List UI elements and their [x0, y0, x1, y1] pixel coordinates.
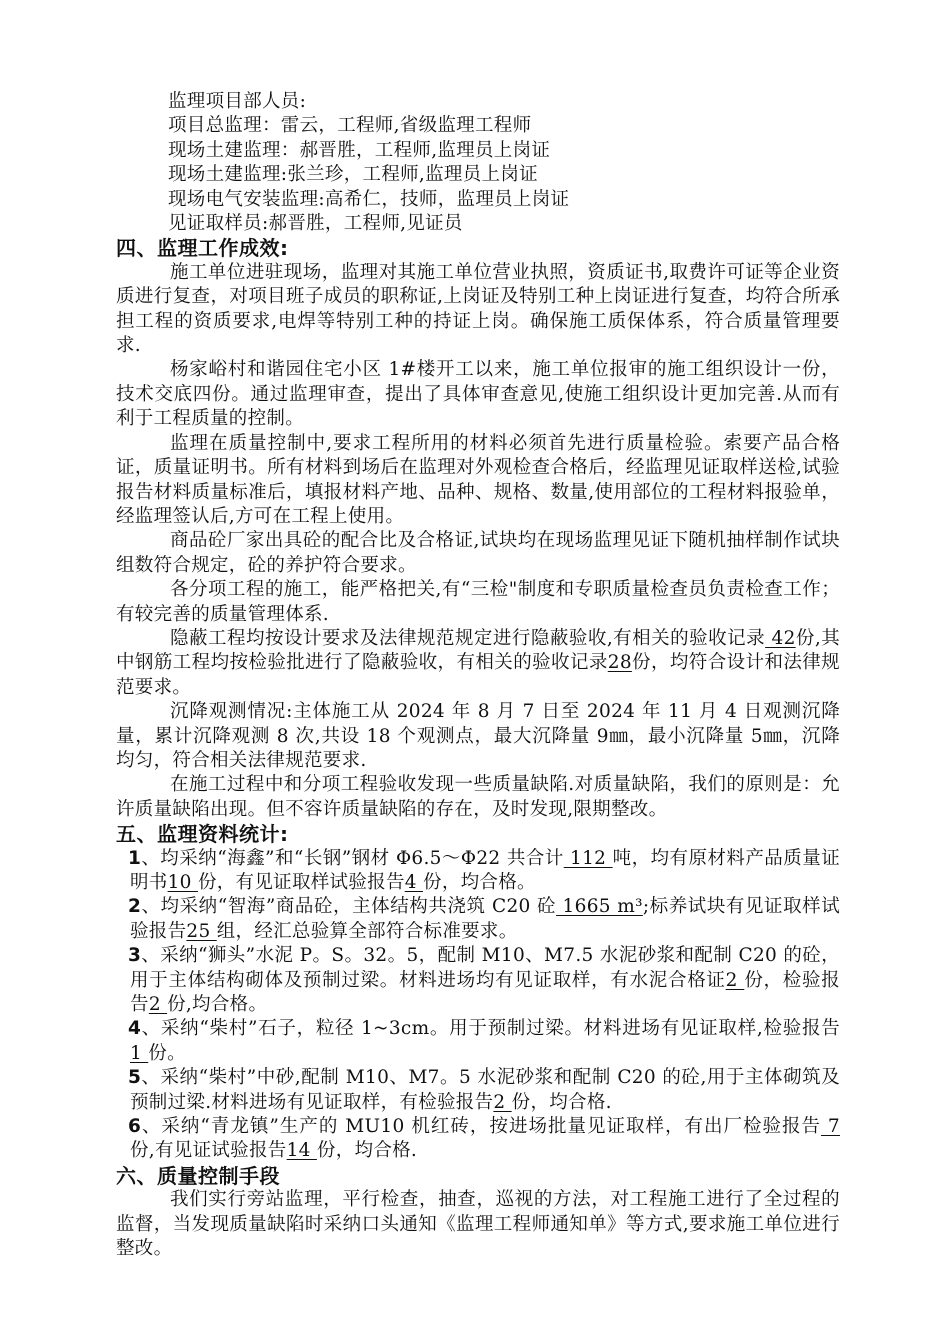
section-5-item-2 [116, 895, 840, 944]
section-6-heading: 六、质量控制手段 [116, 1163, 280, 1188]
staff-member-civil-2: 现场土建监理:张兰珍，工程师,监理员上岗证 [168, 164, 538, 186]
underlined-count: 2 [725, 969, 745, 991]
underlined-count: 42 [765, 627, 796, 649]
underlined-count: 28 [607, 652, 632, 674]
staff-block [116, 90, 840, 236]
staff-title: 监理项目部人员: [168, 91, 307, 112]
section-4-heading: 四、监理工作成效: [116, 236, 289, 261]
item-number: 1 [128, 847, 142, 869]
text-segment: 份，均合格. [316, 1140, 418, 1162]
staff-member-electrical: 现场电气安装监理:高希仁，技师，监理员上岗证 [168, 188, 570, 210]
text-segment: ;标养试块有见证取样试验报告 [130, 896, 841, 942]
section-4-paragraph-3: 监理在质量控制中,要求工程所用的材料必须首先进行质量检验。索要产品合格证，质量证明书。所有材料到场后在监理对外观检查合格后，经监理见证取样送检,试验报告材料质量标准后，填报材料产地、品种、规格、数量,使用部位的工程材料报验单，经监理签认后,方可在工程上使用。 [116, 432, 840, 527]
text-segment: 份，均合格。 [423, 872, 536, 893]
text-segment: 份,均合格。 [167, 994, 268, 1016]
text-segment: 、均采纳“海鑫”和“长钢”钢材 Φ6.5～Φ22 共合计 [141, 847, 564, 869]
section-5-item-5 [116, 1066, 840, 1115]
section-5-heading: 五、监理资料统计: [116, 822, 289, 847]
underlined-count: 4 [404, 872, 424, 893]
underlined-count: 14 [286, 1140, 317, 1162]
section-6-paragraph-1: 我们实行旁站监理，平行检查，抽查，巡视的方法，对工程施工进行了全过程的监督，当发现质量缺陷时采纳口头通知《监理工程师通知单》等方式,要求施工单位进行整改。 [116, 1189, 840, 1260]
text-segment: 、采纳“柴村”石子，粒径 1~3cm。用于预制过梁。材料进场有见证取样,检验报告 [141, 1018, 840, 1040]
section-5-item-6 [116, 1115, 840, 1164]
staff-member-civil-1: 现场土建监理：郝晋胜，工程师,监理员上岗证 [168, 139, 551, 161]
text-segment: 份。 [148, 1042, 186, 1064]
text-segment: 组，经汇总验算全部符合标准要求。 [216, 920, 518, 942]
text-segment: 吨，均有原材料产品质量证明书 [130, 847, 840, 893]
text-segment: 份，有见证取样试验报告 [197, 872, 405, 893]
text-segment: 隐蔽工程均按设计要求及法律规范规定进行隐蔽验收,有相关的验收记录 [170, 627, 766, 649]
item-number: 4 [128, 1018, 142, 1040]
text-segment: 份,其中钢筋工程均按检验批进行了隐蔽验收，有相关的验收记录 [116, 627, 840, 674]
section-4-paragraph-5: 各分项工程的施工，能严格把关,有“三检"制度和专职质量检查员负责检查工作；有较完善的质量管理体系. [116, 579, 840, 625]
section-4-paragraph-6 [116, 627, 840, 700]
text-segment: 、采纳“柴村”中砂,配制 M10、M7。5 水泥砂浆和配制 C20 的砼,用于主体砌筑及预制过梁.材料进场有见证取样，有检验报告 [130, 1067, 840, 1113]
underlined-count: 112 [563, 847, 613, 869]
item-number: 3 [128, 945, 142, 967]
section-6 [116, 1164, 840, 1262]
text-segment: 份，均符合设计和法律规范要求。 [116, 652, 840, 698]
text-segment: 、采纳“狮头”水泥 P。S。32。5，配制 M10、M7.5 水泥砂浆和配制 C20 的砼，用于主体结构砌体及预制过梁。材料进场均有见证取样，有水泥合格证 [130, 945, 840, 991]
section-4-paragraph-7: 沉降观测情况:主体施工从 2024 年 8 月 7 日至 2024 年 11 月 4 日观测沉降量，累计沉降观测 8 次,共设 18 个观测点，最大沉降量 9㎜，最小沉降量 5㎜，沉降均匀，符合相关法律规范要求. [116, 701, 840, 771]
section-4 [116, 236, 840, 822]
underlined-count: 2 [148, 994, 168, 1016]
underlined-count: 2 [493, 1091, 512, 1113]
text-segment: 、采纳“青龙镇”生产的 MU10 机红砖，按进场批量见证取样，有出厂检验报告 [141, 1116, 822, 1138]
underlined-count: 1665 m³ [556, 896, 643, 918]
section-4-paragraph-8: 在施工过程中和分项工程验收发现一些质量缺陷.对质量缺陷，我们的原则是：允许质量缺陷出现。但不容许质量缺陷的存在，及时发现,限期整改。 [116, 774, 840, 820]
text-segment: 、均采纳“智海”商品砼，主体结构共浇筑 C20 砼 [141, 896, 557, 918]
underlined-count: 1 [130, 1042, 149, 1064]
item-number: 6 [128, 1116, 142, 1138]
underlined-count: 25 [186, 920, 217, 942]
section-5-item-4 [116, 1017, 840, 1066]
item-number: 5 [128, 1067, 142, 1089]
section-4-paragraph-2: 杨家峪村和谐园住宅小区 1#楼开工以来，施工单位报审的施工组织设计一份，技术交底四份。通过监理审查，提出了具体审查意见,使施工组织设计更加完善.从而有利于工程质量的控制。 [116, 359, 840, 430]
text-segment: 份，均合格. [511, 1091, 612, 1113]
underlined-count: 7 [821, 1116, 840, 1138]
underlined-count: 10 [167, 872, 198, 893]
section-5-item-1 [116, 847, 840, 896]
section-5-item-3 [116, 944, 840, 1017]
item-number: 2 [128, 896, 142, 918]
document-page [116, 90, 840, 1262]
section-4-paragraph-4: 商品砼厂家出具砼的配合比及合格证,试块均在现场监理见证下随机抽样制作试块组数符合规定，砼的养护符合要求。 [116, 530, 840, 576]
section-5 [116, 822, 840, 1164]
section-4-paragraph-1: 施工单位进驻现场，监理对其施工单位营业执照，资质证书,取费许可证等企业资质进行复查，对项目班子成员的职称证,上岗证及特别工种上岗证进行复查，均符合所承担工程的资质要求,电焊等特别工种的持证上岗。确保施工质保体系，符合质量管理要求. [116, 261, 840, 357]
staff-member-sampler: 见证取样员:郝晋胜，工程师,见证员 [168, 213, 463, 235]
text-segment: 份，检验报告 [130, 969, 840, 1016]
staff-member-chief: 项目总监理：雷云，工程师,省级监理工程师 [168, 115, 532, 137]
text-segment: 份,有见证试验报告 [130, 1140, 287, 1162]
